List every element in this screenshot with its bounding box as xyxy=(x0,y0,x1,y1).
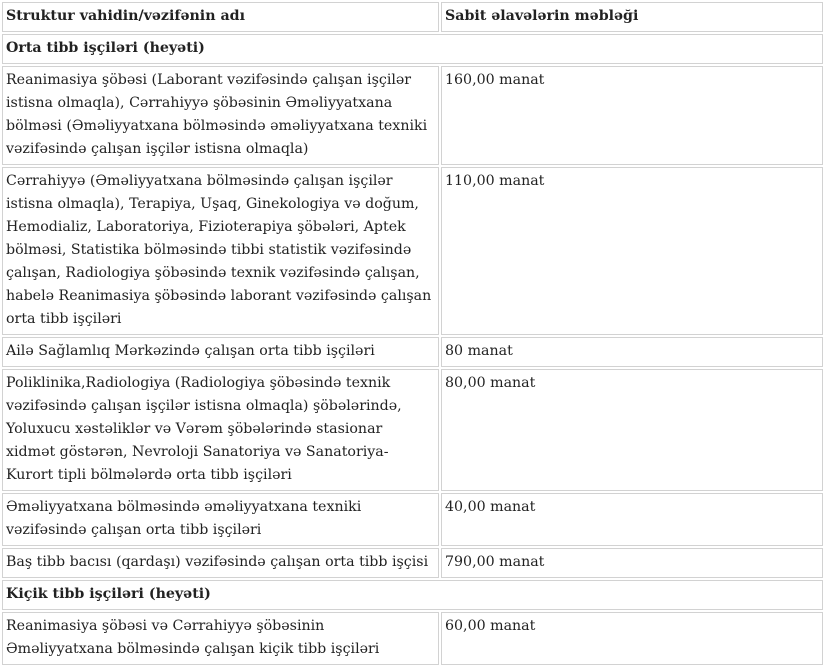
section-title-junior-staff: Kiçik tibb işçiləri (heyəti) xyxy=(2,580,823,610)
amount-cell: 60,00 manat xyxy=(441,612,823,665)
amount-cell: 160,00 manat xyxy=(441,66,823,165)
header-unit-name: Struktur vahidin/vəzifənin adı xyxy=(2,2,439,32)
amount-cell: 80,00 manat xyxy=(441,369,823,491)
header-row xyxy=(2,2,823,32)
table-row xyxy=(2,167,823,335)
unit-name-cell: Əməliyyatxana bölməsində əməliyyatxana texniki vəzifəsində çalışan orta tibb işçiləri xyxy=(2,493,439,546)
header-amount: Sabit əlavələrin məbləği xyxy=(441,2,823,32)
table-row xyxy=(2,337,823,367)
unit-name-cell: Ailə Sağlamlıq Mərkəzində çalışan orta tibb işçiləri xyxy=(2,337,439,367)
amount-cell: 40,00 manat xyxy=(441,493,823,546)
amount-cell: 790,00 manat xyxy=(441,548,823,578)
unit-name-cell: Baş tibb bacısı (qardaşı) vəzifəsində çalışan orta tibb işçisi xyxy=(2,548,439,578)
amount-cell: 80 manat xyxy=(441,337,823,367)
unit-name-cell: Reanimasiya şöbəsi (Laborant vəzifəsində çalışan işçilər istisna olmaqla), Cərrahiyyə şöbəsinin Əməliyyatxana bölməsi (Əməliyyatxana bölməsində əməliyyatxana texniki vəzifəsində çalışan işçilər istisna olmaqla) xyxy=(2,66,439,165)
table-row xyxy=(2,369,823,491)
amount-cell: 110,00 manat xyxy=(441,167,823,335)
section-row xyxy=(2,34,823,64)
section-title-mid-level-staff: Orta tibb işçiləri (heyəti) xyxy=(2,34,823,64)
unit-name-cell: Cərrahiyyə (Əməliyyatxana bölməsində çalışan işçilər istisna olmaqla), Terapiya, Uşaq, Ginekologiya və doğum, Hemodializ, Laboratoriya, Fizioterapiya şöbələri, Aptek bölməsi, Statistika bölməsində tibbi statistik vəzifəsində çalışan, Radiologiya şöbəsində texnik vəzifəsində çalışan, habelə Reanimasiya şöbəsində laborant vəzifəsində çalışan orta tibb işçiləri xyxy=(2,167,439,335)
unit-name-cell: Reanimasiya şöbəsi və Cərrahiyyə şöbəsinin Əməliyyatxana bölməsində çalışan kiçik tibb işçiləri xyxy=(2,612,439,665)
unit-name-cell: Poliklinika,Radiologiya (Radiologiya şöbəsində texnik vəzifəsində çalışan işçilər istisna olmaqla) şöbələrində, Yoluxucu xəstəliklər və Vərəm şöbələrində stasionar xidmət göstərən, Nevroloji Sanatoriya və Sanatoriya-Kurort tipli bölmələrdə orta tibb işçiləri xyxy=(2,369,439,491)
table-row xyxy=(2,548,823,578)
table-row xyxy=(2,493,823,546)
section-row xyxy=(2,580,823,610)
table-row xyxy=(2,66,823,165)
table-row xyxy=(2,612,823,665)
